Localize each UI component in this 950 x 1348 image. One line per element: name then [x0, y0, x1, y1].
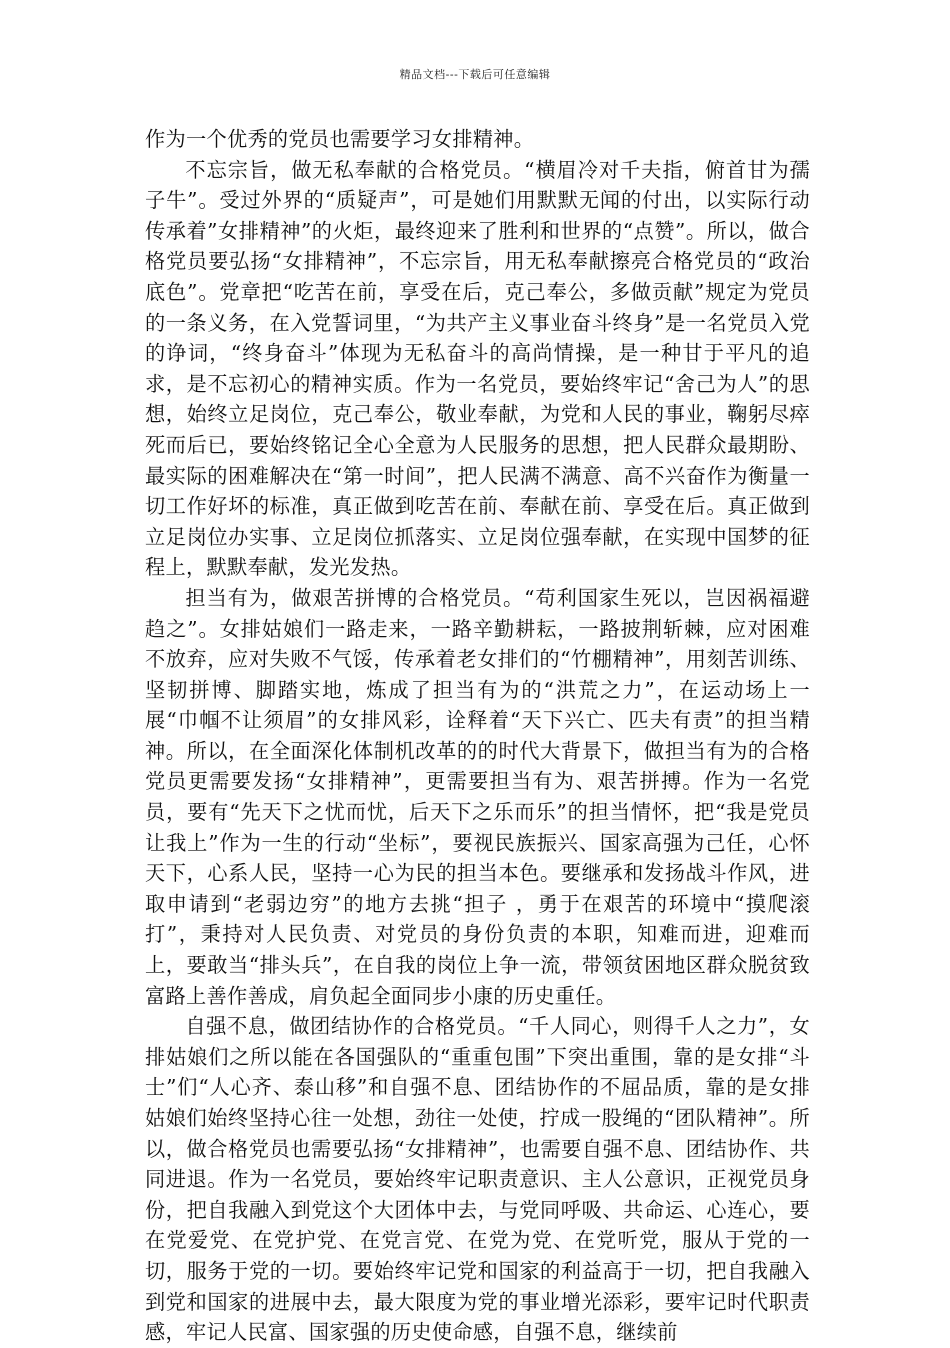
paragraph-teamwork: 自强不息，做团结协作的合格党员。“千人同心，则得千人之力”，女排姑娘们之所以能在各国强队的“重重包围”下突出重围，靠的是女排“斗士”们“人心齐、泰山移”和自强不息、团结协作的不屈品质，靠的是女排姑娘们始终坚持心往一处想，劲往一处使，拧成一股绳的“团队精神”。所以，做合格党员也需要弘扬“女排精神”，也需要自强不息、团结协作、共同进退。作为一名党员，要始终牢记职责意识、主人公意识，正视党员身份，把自我融入到党这个大团体中去，与党同呼吸、共命运、心连心，要在党爱党、在党护党、在党言党、在党为党、在党听党，服从于党的一切，服务于党的一切。要始终牢记党和国家的利益高于一切，把自我融入到党和国家的进展中去，最大限度为党的事业增光添彩，要牢记时代职责感，牢记人民富、国家强的历史使命感，自强不息，继续前: [145, 1014, 810, 1345]
page-header: 精品文档---下载后可任意编辑: [399, 68, 551, 81]
paragraph-selfless-dedication: 不忘宗旨，做无私奉献的合格党员。“横眉冷对千夫指，俯首甘为孺子牛”。受过外界的“质疑声”，可是她们用默默无闻的付出，以实际行动传承着”女排精神”的火炬，最终迎来了胜利和世界的“点赞”。所以，做合格党员要弘扬“女排精神”，不忘宗旨，用无私奉献擦亮合格党员的“政治底色”。党章把“吃苦在前，享受在后，克己奉公，多做贡献”规定为党员的一条义务，在入党誓词里，“为共产主义事业奋斗终身”是一名党员入党的诤词，“终身奋斗”体现为无私奋斗的高尚情操，是一种甘于平凡的追求，是不忘初心的精神实质。作为一名党员，要始终牢记“舍己为人”的思想，始终立足岗位，克己奉公，敬业奉献，为党和人民的事业，鞠躬尽瘁死而后已，要始终铭记全心全意为人民服务的思想，把人民群众最期盼、最实际的困难解决在“第一时间”，把人民满不满意、高不兴奋作为衡量一切工作好坏的标准，真正做到吃苦在前、奉献在前、享受在后。真正做到立足岗位办实事、立足岗位抓落实、立足岗位强奉献，在实现中国梦的征程上，默默奉献，发光发热。: [145, 157, 810, 580]
document-body: [145, 124, 810, 1348]
paragraph-intro: 作为一个优秀的党员也需要学习女排精神。: [145, 127, 535, 151]
paragraph-responsibility: 担当有为，做艰苦拼博的合格党员。“苟利国家生死以，岂因祸福避趋之”。女排姑娘们一路走来，一路辛勤耕耘，一路披荆斩棘，应对困难不放弃，应对失败不气馁，传承着老女排们的“竹棚精神”，用刻苦训练、坚韧拼博、脚踏实地，炼成了担当有为的“洪荒之力”，在运动场上一展“巾帼不让须眉”的女排风彩，诠释着“天下兴亡、匹夫有责”的担当精神。所以，在全面深化体制机改革的的时代大背景下，做担当有为的合格党员更需要发扬“女排精神”，更需要担当有为、艰苦拼搏。作为一名党员，要有“先天下之忧而忧，后天下之乐而乐”的担当情怀，把“我是党员让我上”作为一生的行动“坐标”，要视民族振兴、国家高强为己任，心怀天下，心系人民，坚持一心为民的担当本色。要继承和发扬战斗作风，进取申请到“老弱边穷”的地方去挑“担子 ，勇于在艰苦的环境中“摸爬滚打”，秉持对人民负责、对党员的身份负责的本职，知难而进，迎难而上，要敢当“排头兵”，在自我的岗位上争一流，带领贫困地区群众脱贫致富路上善作善成，肩负起全面同步小康的历史重任。: [145, 585, 810, 1008]
